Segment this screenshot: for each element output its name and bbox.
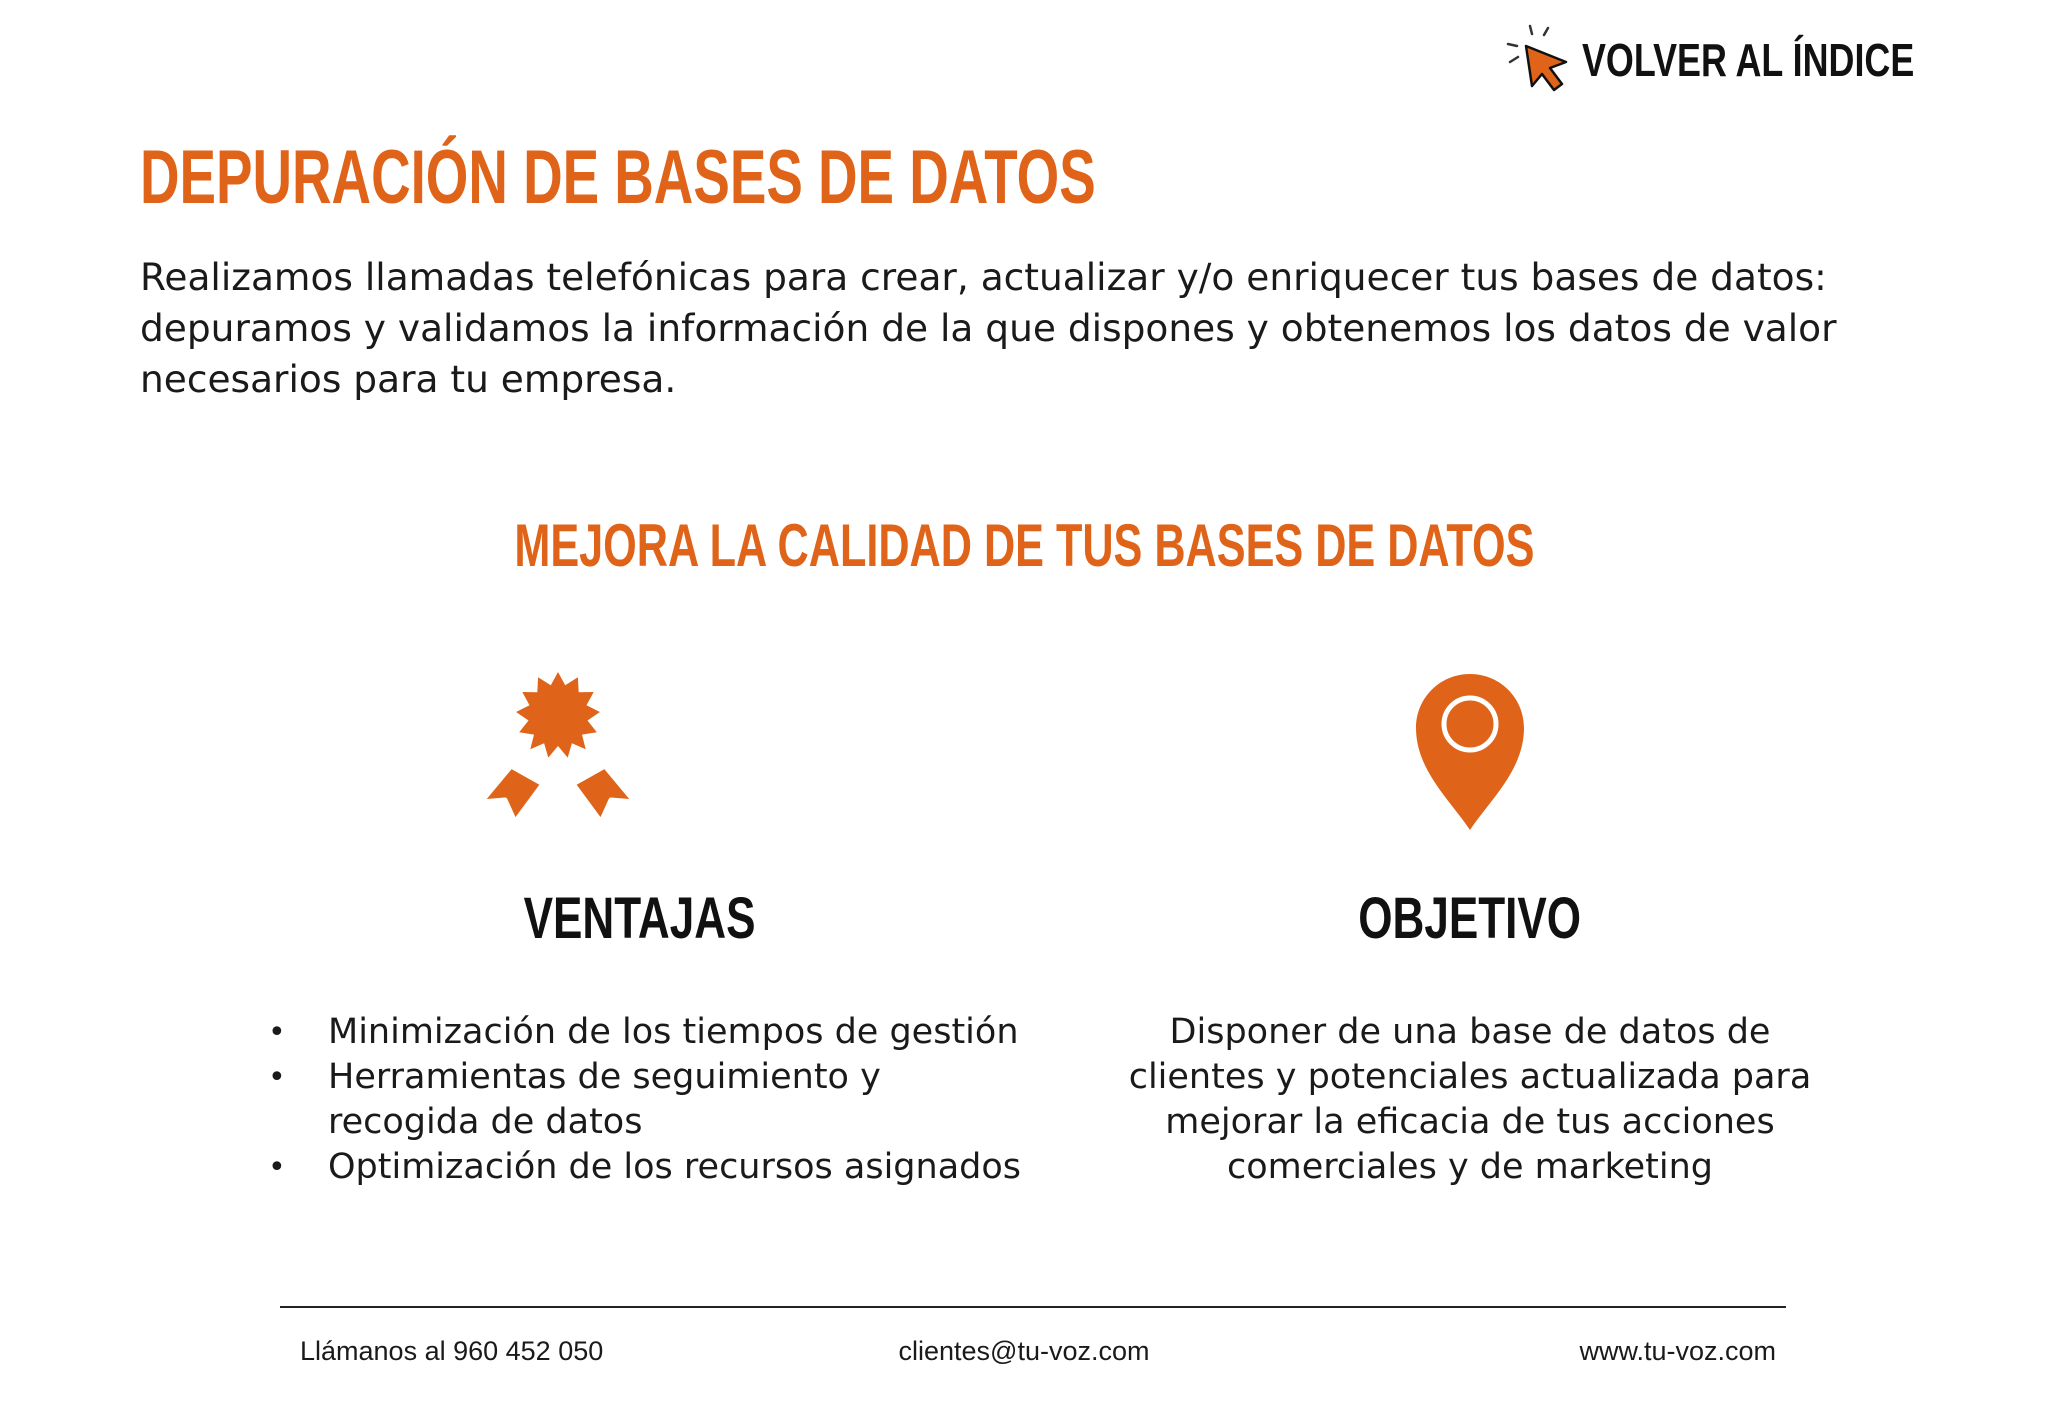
list-item: • Optimización de los recursos asignados — [328, 1145, 1040, 1190]
list-item: • Herramientas de seguimiento y recogida de datos — [328, 1055, 1040, 1145]
advantages-list — [240, 1010, 1040, 1190]
footer-divider — [280, 1306, 1786, 1308]
objective-heading-text: OBJETIVO — [1358, 886, 1582, 951]
map-pin-icon — [1410, 670, 1530, 830]
cursor-click-icon — [1502, 22, 1578, 98]
footer-phone: Llámanos al 960 452 050 — [300, 1336, 604, 1366]
list-item: • Minimización de los tiempos de gestión — [328, 1010, 1040, 1055]
section-subtitle — [0, 512, 2048, 579]
page-title: DEPURACIÓN DE BASES DE DATOS — [140, 135, 1096, 220]
back-to-index-label: VOLVER AL ÍNDICE — [1582, 34, 1915, 86]
objective-text: Disponer de una base de datos de clientes y potenciales actualizada para mejorar la eficacia de tus acciones comerciales y de marketing — [1128, 1012, 1812, 1187]
award-badge-icon — [473, 670, 643, 830]
footer-website-link[interactable]: www.tu-voz.com — [1579, 1336, 1776, 1366]
advantages-icon-wrap — [240, 670, 1040, 840]
intro-paragraph: Realizamos llamadas telefónicas para crear, actualizar y/o enriquecer tus bases de datos: depuramos y validamos la información de la que dispones y obtenemos los datos de valor necesarios para tu empresa. — [140, 255, 1837, 401]
footer-email-link[interactable]: clientes@tu-voz.com — [898, 1336, 1150, 1366]
section-subtitle-text: MEJORA LA CALIDAD DE TUS BASES DE DATOS — [513, 512, 1535, 579]
advantages-heading-text: VENTAJAS — [524, 886, 756, 951]
objective-column — [1090, 670, 1850, 1190]
objective-heading — [1090, 886, 1850, 960]
back-to-index-link[interactable] — [1502, 22, 2008, 98]
advantages-heading — [240, 886, 1040, 960]
objective-icon-wrap — [1090, 670, 1850, 840]
advantages-column — [240, 670, 1040, 1190]
